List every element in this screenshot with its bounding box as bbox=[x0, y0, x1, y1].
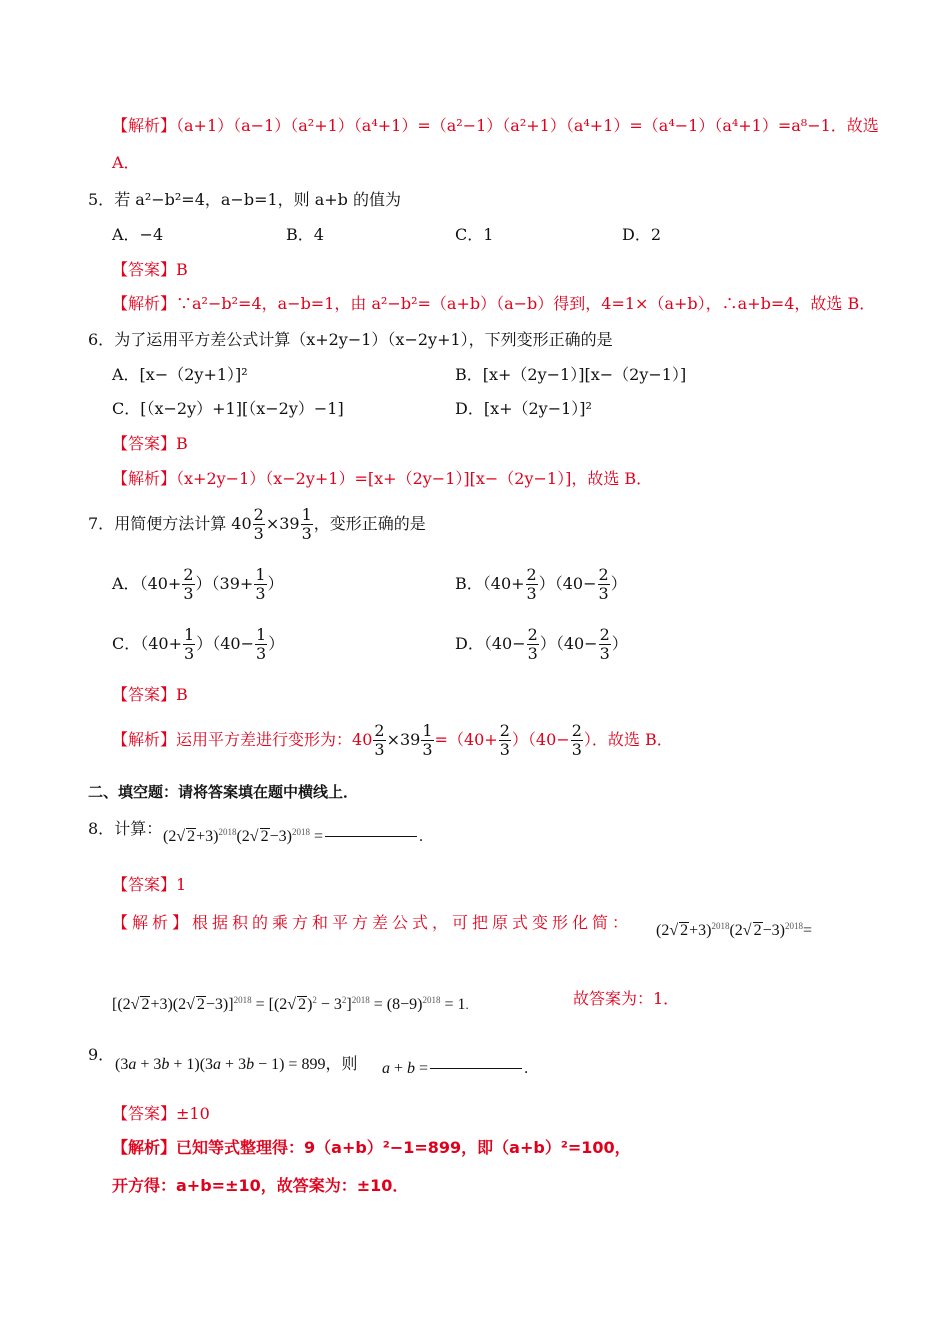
q9-stem-mid: ，则 bbox=[325, 1056, 358, 1073]
q6-option-c: C．[（x−2y）+1][（x−2y）−1] bbox=[112, 399, 344, 418]
q5-question bbox=[88, 189, 401, 211]
q7-analysis: 【解析】运用平方差进行变形为：40 $\frac{2}{3}$ ×39 $\frac{1}{3}$ =（40+ $\frac{2}{3}$ ）（40− $\frac{2}{3}$ ）．故选 B． bbox=[112, 721, 673, 759]
q9-expression: (3a + 3b + 1)(3a + 3b − 1) = 899，则 bbox=[115, 1056, 358, 1073]
q8-analysis bbox=[112, 912, 632, 934]
answer-value: B bbox=[176, 434, 188, 453]
analysis-text: （x+2y−1）（x−2y+1）=[x+（2y−1）][x−（2y−1）]，故选 B． bbox=[176, 469, 653, 488]
q8-analysis-steps: [(2√ 2+3)(2√ 2−3)]$^{2018}$ = [(2√ $2)^2 - 3^2]^{2018} = (8-9)^{2018} = 1$. bbox=[112, 995, 469, 1013]
q6-analysis bbox=[112, 468, 652, 490]
q7-option-a: A．（40+ $\frac{2}{3}$ ）（39+ $\frac{1}{3}$ ） bbox=[112, 565, 284, 603]
analysis-label: 【解析】 bbox=[112, 469, 177, 488]
analysis-label: 【解析】 bbox=[112, 913, 193, 932]
fraction: $\frac{1}{3}$ bbox=[301, 505, 312, 543]
analysis-label: 【解析】 bbox=[112, 730, 177, 749]
question-number: 6． bbox=[88, 330, 115, 349]
q8-answer bbox=[112, 874, 186, 896]
answer-value: ±10 bbox=[176, 1104, 210, 1123]
question-stem-post: ，变形正确的是 bbox=[313, 514, 426, 533]
answer-label: 【答案】 bbox=[112, 260, 177, 279]
answer-value: B bbox=[176, 685, 188, 704]
analysis-label: 【解析】 bbox=[112, 1138, 177, 1157]
q7-question bbox=[88, 506, 426, 543]
q8-analysis-tail: 故答案为：1． bbox=[573, 989, 680, 1008]
analysis-text-post: ．故选 B． bbox=[591, 730, 673, 749]
option-letter: C． bbox=[112, 634, 141, 653]
q9-number: 9． bbox=[88, 1045, 115, 1064]
analysis-text-pre: 运用平方差进行变形为：40 bbox=[176, 730, 373, 749]
question-stem-mid: ×39 bbox=[265, 514, 300, 533]
question-number: 7． bbox=[88, 514, 115, 533]
q5-option-a: A．−4 bbox=[112, 225, 164, 244]
q9-analysis bbox=[112, 1137, 631, 1159]
q6-option-a: A．[x−（2y+1）]² bbox=[112, 365, 248, 384]
q4-analysis-cont: A． bbox=[112, 153, 140, 172]
q5-option-d: D．2 bbox=[622, 225, 662, 244]
question-stem-pre: 用简便方法计算 40 bbox=[114, 514, 252, 533]
q7-option-c: C．（40+ $\frac{1}{3}$ ）（40− $\frac{1}{3}$ ） bbox=[112, 625, 285, 663]
fraction: $\frac{2}{3}$ bbox=[253, 505, 264, 543]
q8-analysis-expr: (2√ 2+3)$^{2018}$(2√ 2−3)$^{2018}$= bbox=[656, 921, 812, 939]
analysis-text: 根据积的乘方和平方差公式，可把原式变形化简： bbox=[192, 913, 633, 932]
q6-question bbox=[88, 329, 613, 351]
option-letter: A． bbox=[112, 574, 140, 593]
q5-answer bbox=[112, 259, 188, 281]
analysis-label: 【解析】 bbox=[112, 116, 177, 135]
section-title: 二、填空题：请将答案填在题中横线上． bbox=[88, 783, 359, 801]
question-stem: 计算： bbox=[114, 819, 163, 838]
q6-option-d: D．[x+（2y−1）]² bbox=[455, 399, 592, 418]
answer-label: 【答案】 bbox=[112, 685, 177, 704]
q4-analysis bbox=[112, 115, 879, 137]
q6-option-b: B．[x+（2y−1）][x−（2y−1）] bbox=[455, 365, 687, 384]
q9-answer bbox=[112, 1103, 210, 1125]
answer-label: 【答案】 bbox=[112, 434, 177, 453]
q9-analysis-cont: 开方得：a+b=±10，故答案为：±10． bbox=[112, 1176, 409, 1195]
q7-option-b: B．（40+ $\frac{2}{3}$ ）（40− $\frac{2}{3}$ ） bbox=[455, 565, 627, 603]
q8-question bbox=[88, 818, 162, 840]
q4-analysis-text: （a+1）（a−1）（a²+1）（a⁴+1）=（a²−1）（a²+1）（a⁴+1）=（a⁴−1）（a⁴+1）=a⁸−1．故选 bbox=[176, 116, 879, 135]
analysis-text: 已知等式整理得：9（a+b）²−1=899，即（a+b）²=100， bbox=[176, 1138, 631, 1157]
q5-option-b: B．4 bbox=[286, 225, 324, 244]
question-stem: 若 a²−b²=4，a−b=1，则 a+b 的值为 bbox=[114, 190, 402, 209]
question-number: 8． bbox=[88, 819, 115, 838]
q5-option-c: C．1 bbox=[455, 225, 494, 244]
q9-ask: a + b = . bbox=[382, 1060, 529, 1077]
q6-answer bbox=[112, 433, 188, 455]
question-number: 5． bbox=[88, 190, 115, 209]
q5-analysis bbox=[112, 293, 875, 315]
answer-label: 【答案】 bbox=[112, 875, 177, 894]
option-letter: B． bbox=[455, 574, 483, 593]
option-letter: D． bbox=[455, 634, 484, 653]
question-stem: 为了运用平方差公式计算（x+2y−1）（x−2y+1），下列变形正确的是 bbox=[114, 330, 613, 349]
q7-option-d: D．（40− $\frac{2}{3}$ ）（40− $\frac{2}{3}$ ） bbox=[455, 625, 628, 663]
answer-value: 1 bbox=[176, 875, 187, 894]
q7-answer bbox=[112, 684, 188, 706]
answer-label: 【答案】 bbox=[112, 1104, 177, 1123]
analysis-label: 【解析】 bbox=[112, 294, 177, 313]
answer-value: B bbox=[176, 260, 188, 279]
q8-expression: (2√ 2+3)$^{2018}$(2√ 2−3)$^{2018}$ = . bbox=[163, 827, 423, 845]
answer-blank bbox=[325, 836, 417, 837]
answer-blank bbox=[430, 1068, 522, 1069]
analysis-text: ∵a²−b²=4，a−b=1，由 a²−b²=（a+b）（a−b）得到，4=1×（a+b），∴a+b=4，故选 B． bbox=[176, 294, 876, 313]
